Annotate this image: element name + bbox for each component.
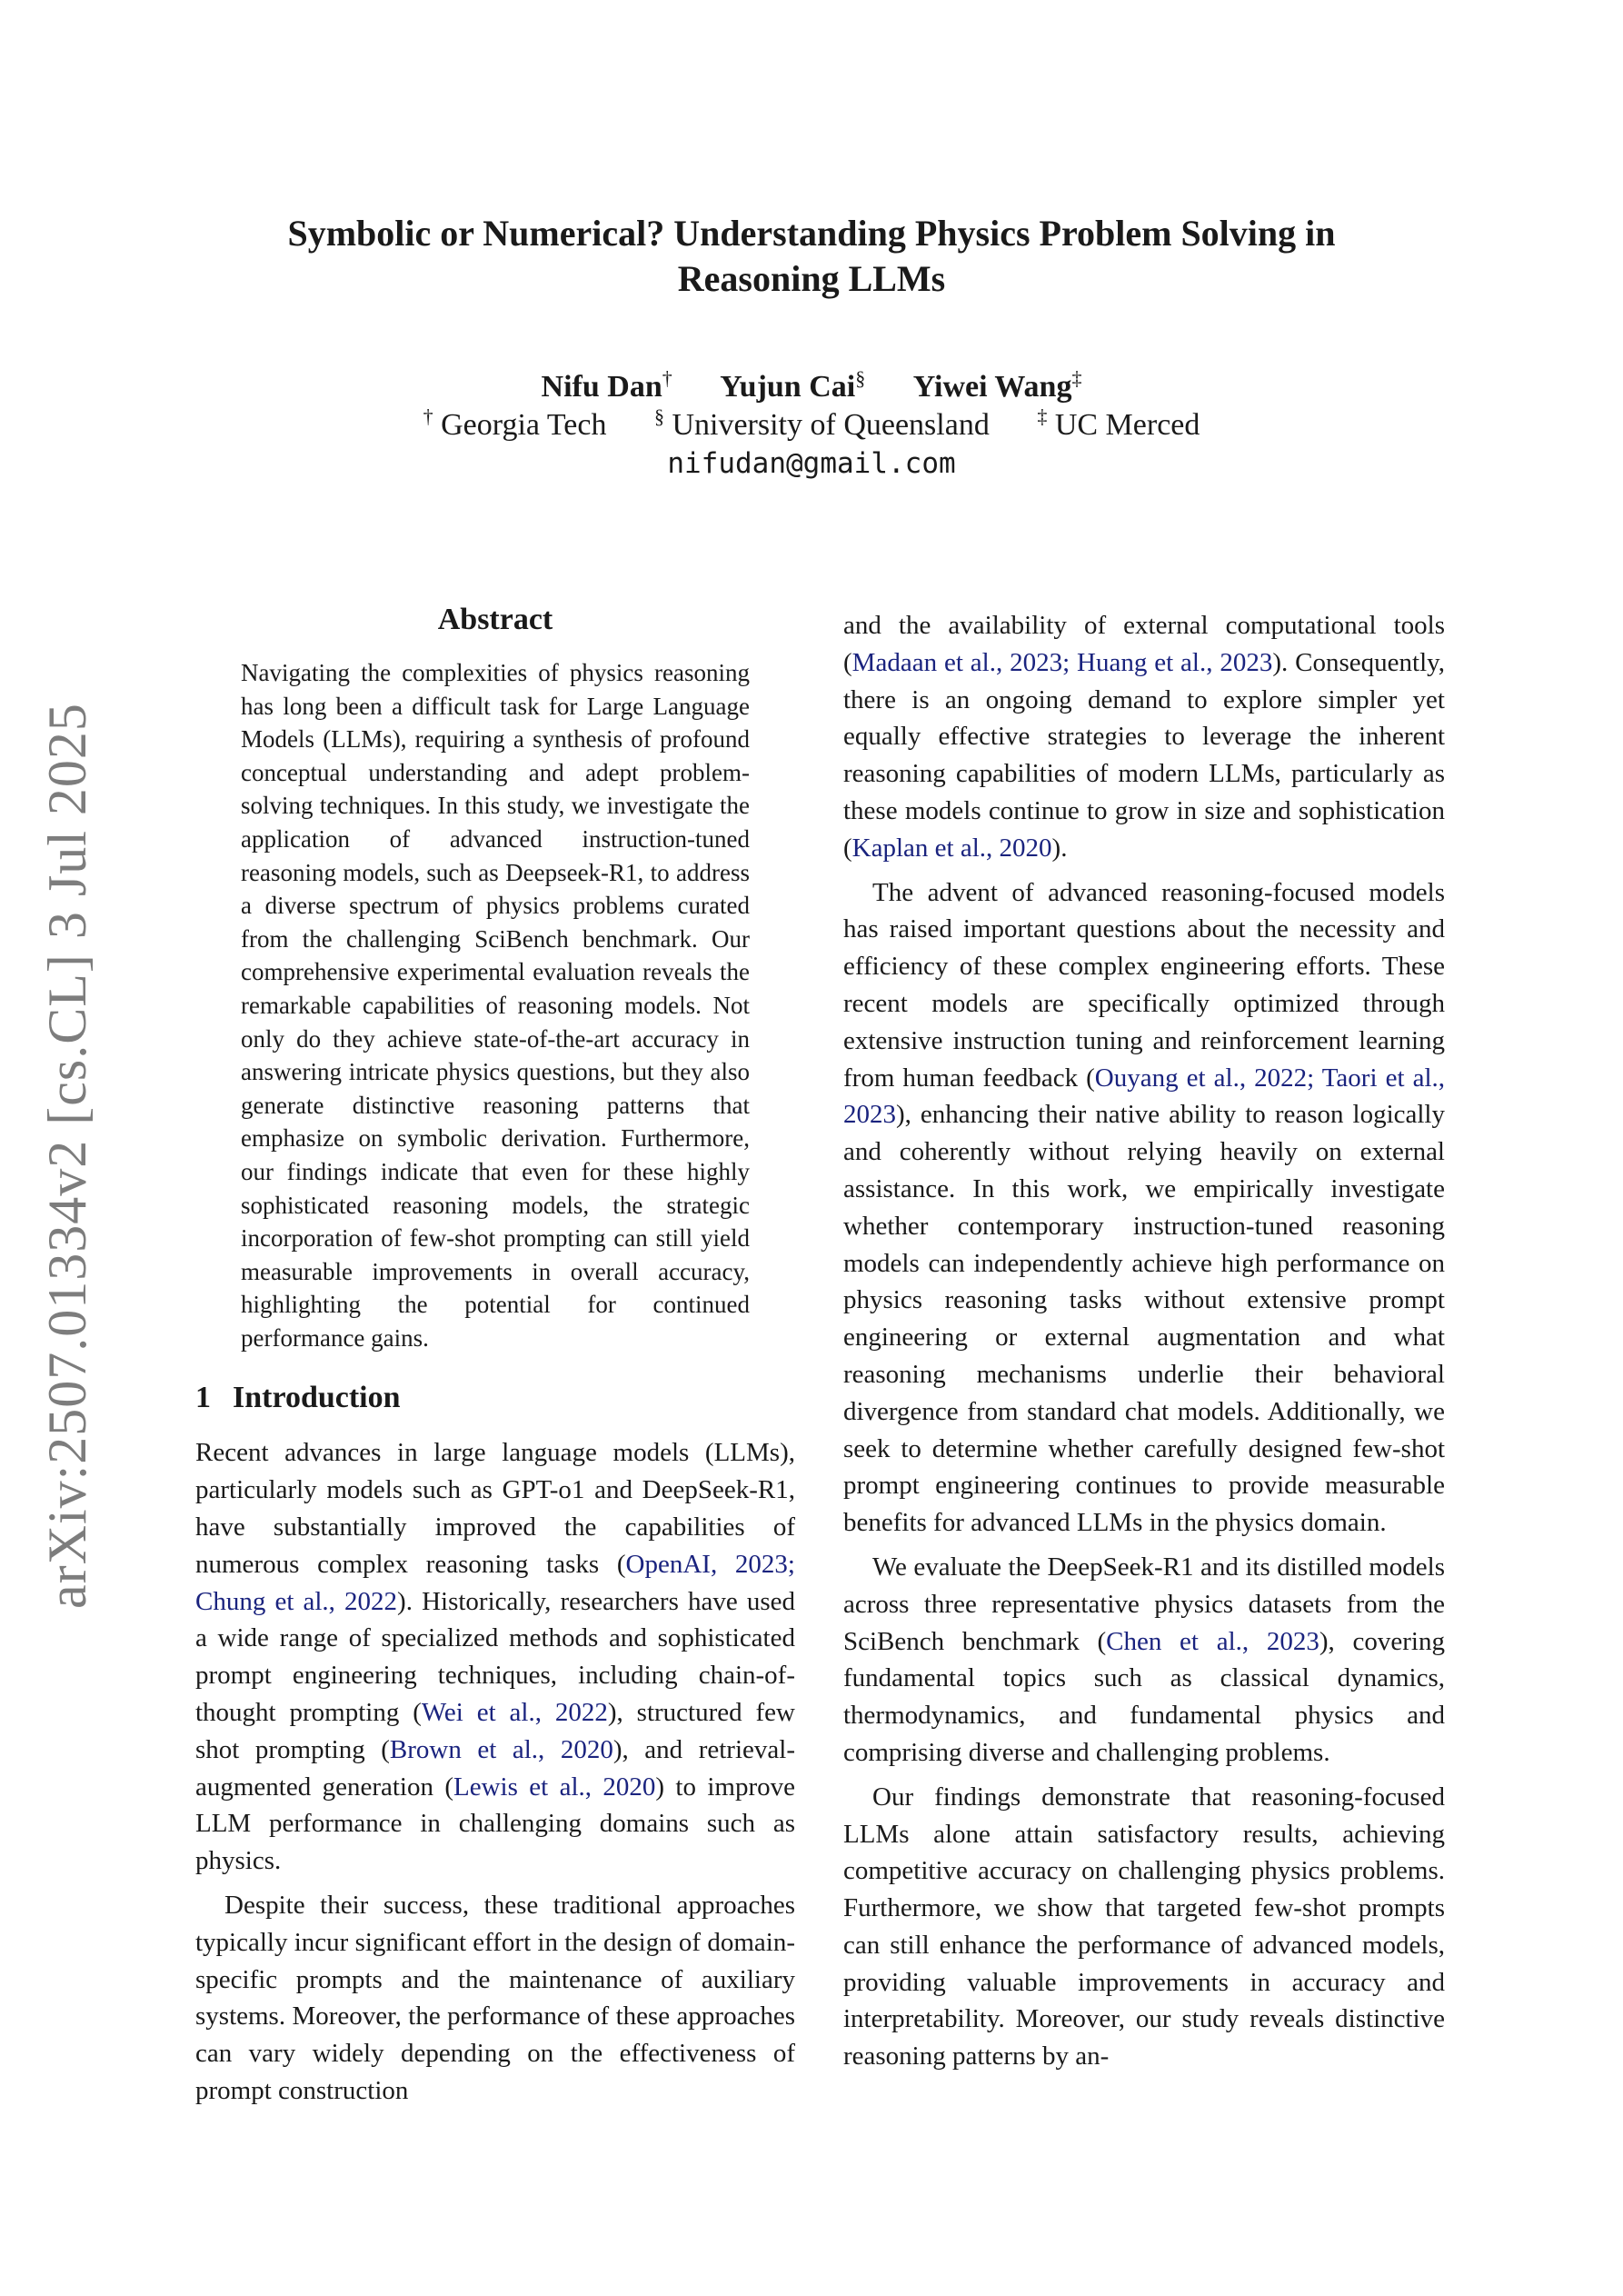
right-column [843,607,1445,2075]
author-name: Yiwei Wang [912,370,1072,404]
text-run: We evaluate the DeepSeek-R1 and its distilled models across three representative physics datasets from the SciBench benchmark ( [843,1552,1445,1656]
author-email: nifudan@gmail.com [667,447,956,480]
author-name: Nifu Dan [541,370,662,404]
left-column [195,602,795,2110]
author-2 [720,367,866,404]
arxiv-identifier: arXiv:2507.01334v2 [cs.CL] 3 Jul 2025 [37,703,97,1609]
affiliation-2 [653,405,990,443]
intro-paragraph-1 [195,1434,795,1880]
text-run: The advent of advanced reasoning-focused models has raised important questions about the necessity and efficiency of these complex engineering efforts. These recent models are specifically optimized through extensive instruction tuning and reinforcement learning from human feedback ( [843,877,1445,1093]
citation-link[interactable]: Madaan et al., 2023; Huang et al., 2023 [851,647,1273,677]
affiliation-mark: ‡ [1037,405,1048,428]
title-line-2: Reasoning LLMs [677,258,946,299]
citation-link[interactable]: Kaplan et al., 2020 [851,833,1052,863]
section-title: Introduction [233,1381,401,1415]
text-run: ), enhancing their native ability to reason logically and coherently without relying heavily on external assistance. In this work, we empirically investigate whether contemporary instruction-tuned reasoning models can independently achieve high performance on physics reasoning tasks without extensive prompt engineering or external augmentation and what reasoning mechanisms underlie their behavioral divergence from standard chat models. Additionally, we seek to determine whether carefully designed few-shot prompt engineering continues to provide measurable benefits for advanced LLMs in the physics domain. [843,1100,1445,1538]
author-1 [541,367,672,404]
citation-link[interactable]: Chen et al., 2023 [1106,1626,1319,1656]
abstract-text: Navigating the complexities of physics reasoning has long been a difficult task for Large Language Models (LLMs), requiring a synthesis of profound conceptual understanding and adept problem-solving techniques. In this study, we investigate the application of advanced instruction-tuned reasoning models, such as Deepseek-R1, to address a diverse spectrum of physics problems curated from the challenging SciBench benchmark. Our comprehensive experimental evaluation reveals the remarkable capabilities of reasoning models. Not only do they achieve state-of-the-art accuracy in answering intricate physics questions, but they also generate distinctive reasoning patterns that emphasize on symbolic derivation. Furthermore, our findings indicate that even for these highly sophisticated reasoning models, the strategic incorporation of few-shot prompting can still yield measurable improvements in overall accuracy, highlighting the potential for continued performance gains. [241,659,750,1352]
text-run: ), covering fundamental topics such as classical dynamics, thermodynamics, and fundamental physics and comprising diverse and challenging problems. [843,1626,1445,1767]
text-run: ) to improve LLM performance in challenging domains such as physics. [195,1772,795,1876]
text-run: ). Historically, researchers have used a wide range of specialized methods and sophisticated prompt engineering techniques, including chain-of-thought prompting ( [195,1586,795,1728]
intro-paragraph-2: Despite their success, these traditional approaches typically incur significant effort in the design of domain-specific prompts and the maintenance of auxiliary systems. Moreover, the performance of these approaches can vary widely depending on the effectiveness of prompt construction [195,1891,795,2106]
affiliation-name: UC Merced [1054,408,1200,443]
intro-paragraph-3 [843,874,1445,1542]
author-3 [912,367,1082,404]
abstract-heading: Abstract [437,603,553,636]
text-run: ). [1051,833,1068,863]
text-run: ). Consequently, there is an ongoing demand to explore simpler yet equally effective strategies to leverage the inherent reasoning capabilities of modern LLMs, particularly as these models continue to grow in size and sophistication ( [843,647,1445,863]
author-name: Yujun Cai [720,370,856,404]
author-mark: § [855,367,866,390]
affiliation-1 [423,405,607,443]
citation-link[interactable]: Ouyang et al., 2022; Taori et al., 2023 [843,1063,1445,1130]
paper-title [0,211,1623,302]
intro-paragraph-2-continued [843,607,1445,867]
affiliation-mark: † [423,405,433,428]
author-mark: ‡ [1071,367,1082,390]
title-line-1: Symbolic or Numerical? Understanding Physics Problem Solving in [287,213,1336,254]
citation-link[interactable]: Lewis et al., 2020 [453,1772,656,1802]
text-run: and the availability of external computational tools ( [843,611,1445,677]
section-heading-introduction [195,1380,795,1416]
intro-paragraph-4 [843,1549,1445,1772]
affiliation-name: Georgia Tech [441,408,607,443]
text-run: ), and retrieval-augmented generation ( [195,1734,795,1802]
text-run: Recent advances in large language models (LLMs), particularly models such as GPT-o1 and DeepSeek-R1, have substantially improved the capabilities of numerous complex reasoning tasks ( [195,1438,795,1579]
section-number: 1 [195,1381,211,1415]
citation-link[interactable]: Brown et al., 2020 [389,1734,613,1764]
affiliation-name: University of Queensland [672,408,990,443]
intro-paragraph-5: Our findings demonstrate that reasoning-focused LLMs alone attain satisfactory results, achieving competitive accuracy on challenging physics problems. Furthermore, we show that targeted few-shot prompts can still enhance the performance of advanced models, providing valuable improvements in accuracy and interpretability. Moreover, our study reveals distinctive reasoning patterns by an- [843,1782,1445,2071]
author-list [0,367,1623,404]
citation-link[interactable]: Wei et al., 2022 [421,1698,608,1728]
text-run: ), structured few shot prompting ( [195,1698,795,1764]
affiliation-mark: § [653,405,664,428]
author-mark: † [662,367,672,390]
affiliation-3 [1037,405,1200,443]
affiliation-list [0,405,1623,443]
citation-link[interactable]: OpenAI, 2023; Chung et al., 2022 [195,1549,795,1616]
